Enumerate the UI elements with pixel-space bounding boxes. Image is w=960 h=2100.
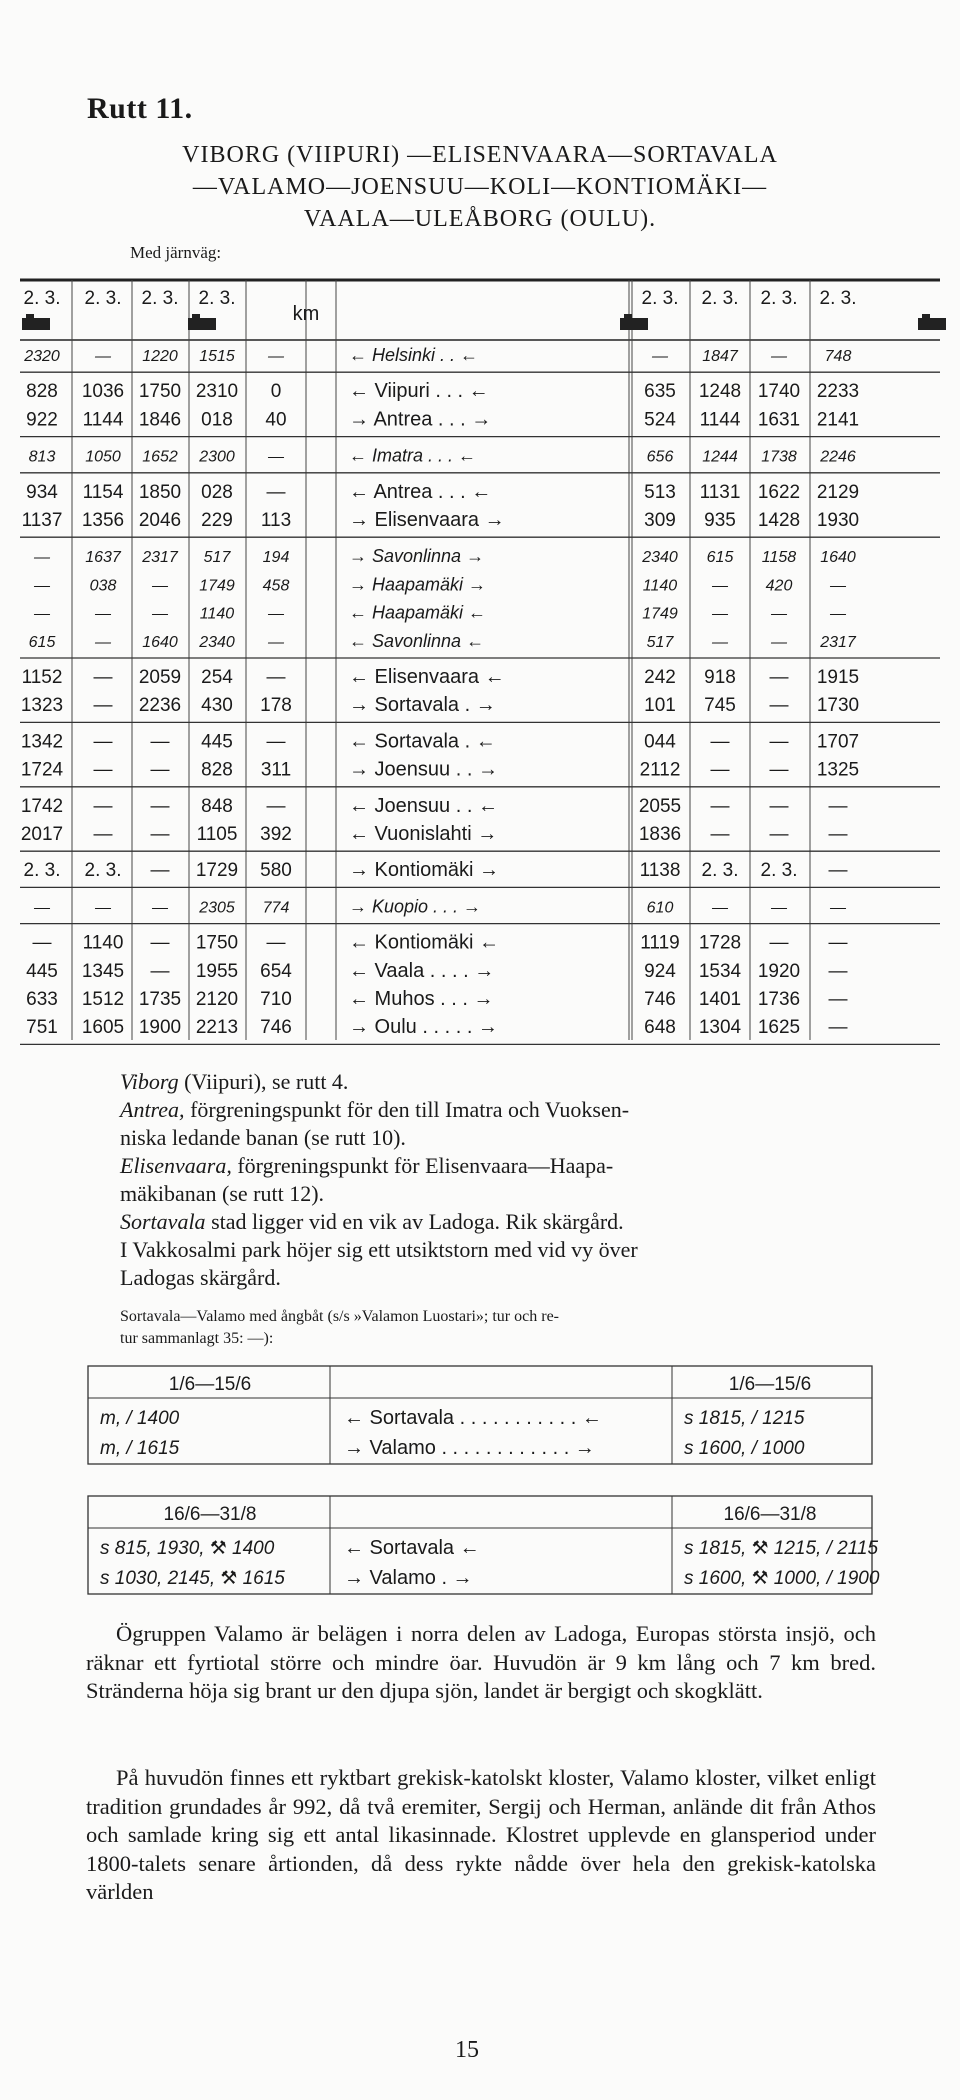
ferry-left-time: s 1030, 2145, ⚒ 1615	[100, 1568, 285, 1589]
left-time-cell: 1154	[82, 481, 124, 503]
right-time-cell: 1930	[816, 510, 860, 531]
left-time-cell: —	[266, 481, 286, 503]
right-time-cell: 2317	[820, 633, 856, 651]
left-time-cell: 2120	[195, 989, 239, 1010]
left-time-cell: —	[150, 960, 170, 982]
right-time-cell: —	[828, 932, 848, 954]
right-time-cell: —	[710, 795, 730, 817]
left-time-cell: —	[34, 577, 50, 595]
note-place: Elisenvaara,	[120, 1153, 232, 1178]
right-time-cell: 1304	[698, 1017, 742, 1039]
right-time-cell: 1707	[816, 731, 860, 753]
right-time-cell: 2233	[816, 381, 860, 403]
right-time-cell: —	[710, 824, 730, 845]
left-time-cell: —	[95, 633, 111, 651]
left-time-cell: 1345	[81, 960, 125, 982]
note-text: (Viipuri), se rutt 4.	[184, 1069, 349, 1094]
right-time-cell: —	[769, 695, 789, 717]
train-icon-cab	[922, 314, 930, 320]
station-name: → Haapamäki →	[349, 574, 487, 595]
station-name: ← Kontiomäki ←	[349, 931, 500, 954]
left-time-cell: 1152	[21, 667, 63, 688]
left-time-cell: 774	[262, 899, 290, 917]
right-time-cell: 748	[824, 348, 852, 365]
station-name: ← Savonlinna ←	[349, 630, 485, 651]
class-label: 2. 3.	[760, 288, 798, 309]
left-time-cell: —	[152, 899, 168, 917]
station-name: → Antrea . . . →	[349, 408, 492, 431]
page-number: 15	[455, 2037, 479, 2063]
left-time-cell: —	[93, 824, 113, 845]
left-time-cell: 1900	[138, 1017, 182, 1039]
left-time-cell: 2059	[138, 667, 182, 688]
left-time-cell: 038	[89, 577, 117, 595]
left-time-cell: —	[93, 731, 113, 753]
right-time-cell: 2246	[820, 448, 856, 466]
right-time-cell: —	[712, 577, 728, 595]
right-time-cell: 309	[644, 510, 676, 531]
left-time-cell: 445	[201, 731, 233, 753]
left-time-cell: 922	[26, 409, 58, 431]
ferry-station: ← Sortavala ←	[344, 1537, 480, 1559]
ferry-right-time: s 1815, / 1215	[684, 1408, 805, 1429]
right-time-cell: 1749	[642, 605, 678, 623]
station-name: → Kontiomäki →	[349, 859, 500, 882]
left-time-cell: —	[32, 932, 52, 954]
left-time-cell: —	[266, 932, 286, 954]
right-time-cell: —	[828, 860, 848, 882]
ferry-right-time: s 1815, ⚒ 1215, / 2115	[684, 1538, 879, 1559]
left-time-cell: 0	[270, 381, 282, 403]
ferry-intro-cont: tur sammanlagt 35: —):	[120, 1330, 274, 1347]
left-time-cell: —	[95, 605, 111, 623]
right-time-cell: 2112	[639, 759, 681, 781]
right-time-cell: 044	[644, 731, 676, 753]
left-time-cell: —	[266, 795, 286, 817]
note-elisenvaara	[120, 1152, 860, 1180]
station-name: ← Vaala . . . . →	[349, 959, 495, 982]
left-time-cell: 1140	[82, 932, 124, 954]
note-text: förgreningspunkt för Elisenvaara—Haapa-	[237, 1153, 614, 1178]
ferry-period-left: 16/6—31/8	[163, 1504, 257, 1525]
class-label: 2. 3.	[84, 288, 122, 309]
right-time-cell: 1138	[639, 860, 681, 882]
left-time-cell: 2300	[199, 448, 235, 466]
right-time-cell: 610	[646, 899, 674, 917]
left-time-cell: 1750	[195, 932, 239, 954]
train-icon-cab	[192, 314, 200, 320]
right-time-cell: 2340	[642, 549, 678, 567]
left-time-cell: —	[150, 932, 170, 954]
left-time-cell: 813	[28, 448, 56, 466]
left-time-cell: 751	[26, 1017, 58, 1039]
ferry-period-right: 16/6—31/8	[723, 1504, 817, 1525]
ferry-timetable-early	[0, 1360, 960, 1470]
left-time-cell: —	[93, 695, 113, 717]
right-time-cell: 1534	[698, 960, 742, 982]
right-time-cell: 918	[704, 667, 736, 688]
left-time-cell: 1640	[142, 633, 178, 651]
right-time-cell: —	[771, 899, 787, 917]
ferry-left-time: m, / 1400	[100, 1408, 180, 1429]
right-time-cell: —	[828, 1017, 848, 1039]
right-time-cell: 1836	[638, 824, 682, 845]
right-time-cell: 1248	[698, 381, 742, 403]
left-time-cell: 458	[262, 577, 290, 595]
right-time-cell: 1728	[698, 932, 742, 954]
left-time-cell: 2305	[199, 899, 235, 917]
left-time-cell: 1137	[21, 510, 63, 531]
class-label: 2. 3.	[141, 288, 179, 309]
train-icon-cab	[624, 314, 632, 320]
ferry-left-time: m, / 1615	[100, 1438, 180, 1459]
right-time-cell: 635	[644, 381, 676, 403]
class-label: 2. 3.	[198, 288, 236, 309]
note-antrea	[120, 1096, 860, 1124]
left-time-cell: —	[150, 860, 170, 882]
station-name: ← Sortavala . ←	[349, 730, 496, 753]
left-time-cell: —	[93, 667, 113, 688]
right-time-cell: 1119	[640, 932, 680, 954]
left-time-cell: 113	[260, 510, 292, 531]
right-time-cell: 1325	[816, 759, 860, 781]
station-name: ← Antrea . . . ←	[349, 480, 492, 503]
left-time-cell: 1515	[199, 348, 235, 365]
left-time-cell: —	[93, 795, 113, 817]
right-time-cell: 513	[644, 481, 676, 503]
station-name: ← Viipuri . . . ←	[349, 380, 489, 403]
left-time-cell: —	[95, 348, 111, 365]
right-time-cell: 924	[644, 960, 676, 982]
left-time-cell: 178	[260, 695, 292, 717]
left-time-cell: 2317	[142, 549, 178, 567]
left-time-cell: —	[95, 899, 111, 917]
route-title-line-1: VIBORG (VIIPURI) —ELISENVAARA—SORTAVALA	[182, 142, 778, 168]
left-time-cell: —	[34, 899, 50, 917]
station-name: ← Helsinki . . ←	[349, 345, 479, 365]
right-time-cell: —	[712, 605, 728, 623]
station-name: ← Imatra . . . ←	[349, 445, 477, 466]
right-time-cell: —	[710, 731, 730, 753]
right-time-cell: 242	[644, 667, 676, 688]
note-place: Viborg	[120, 1069, 179, 1094]
left-time-cell: —	[268, 633, 284, 651]
left-time-cell: —	[266, 731, 286, 753]
left-time-cell: 1140	[199, 605, 235, 623]
right-time-cell: 1736	[757, 989, 801, 1010]
right-time-cell: 2. 3.	[701, 860, 739, 882]
right-time-cell: 2129	[816, 481, 860, 503]
right-time-cell: 1144	[699, 409, 741, 431]
train-icon	[22, 314, 50, 330]
route-number: Rutt 11.	[87, 92, 193, 125]
left-time-cell: 445	[26, 960, 58, 982]
left-time-cell: 392	[260, 824, 292, 845]
right-time-cell: —	[828, 960, 848, 982]
right-time-cell: 1622	[757, 481, 801, 503]
ferry-station: → Valamo . . . . . . . . . . . . →	[344, 1437, 595, 1459]
left-time-cell: —	[34, 605, 50, 623]
right-time-cell: 517	[646, 633, 674, 651]
left-time-cell: 2236	[138, 695, 182, 717]
right-time-cell: —	[652, 348, 668, 365]
right-time-cell: 615	[706, 549, 734, 567]
right-time-cell: 1920	[757, 960, 801, 982]
station-name: → Sortavala . →	[349, 694, 496, 717]
left-time-cell: 028	[201, 481, 233, 503]
right-time-cell: 1140	[642, 577, 678, 595]
left-time-cell: 2046	[138, 510, 182, 531]
paragraph-valamo-monastery: På huvudön finnes ett ryktbart grekisk-katolskt kloster, Valamo kloster, vilket enligt tradition grundades år 992, då två eremiter, Sergij och Herman, anlände dit från Athos och samlade kring sig ett antal likasinnade. Klostret upplevde en glansperiod under 1800-talets senare årtionden, då dess rykte nådde över hela den grekisk-katolska världen	[86, 1765, 876, 1904]
note-vakkosalmi-cont: Ladogas skärgård.	[120, 1265, 281, 1290]
right-time-cell: 1428	[757, 510, 801, 531]
right-time-cell: —	[830, 605, 846, 623]
left-time-cell: —	[152, 605, 168, 623]
class-label: 2. 3.	[641, 288, 679, 309]
km-header: km	[292, 303, 320, 325]
paragraph-valamo-islands: Ögruppen Valamo är belägen i norra delen av Ladoga, Europas största insjö, och räknar ett fyrtiotal större och mindre öar. Huvudön är 9 km lång och 7 km bred. Stränderna höja sig brant ur den djupa sjön, landet är bergigt och skogklätt.	[86, 1621, 876, 1703]
left-time-cell: 1144	[82, 409, 124, 431]
right-time-cell: 746	[644, 989, 676, 1010]
left-time-cell: 1742	[20, 795, 64, 817]
left-time-cell: 2017	[20, 824, 64, 845]
left-time-cell: 1220	[142, 348, 178, 365]
left-time-cell: 633	[26, 989, 58, 1010]
right-time-cell: 1730	[816, 695, 860, 717]
ferry-period-right: 1/6—15/6	[728, 1374, 812, 1395]
right-time-cell: 2141	[816, 409, 860, 431]
right-time-cell: 101	[644, 695, 676, 717]
note-text: förgreningspunkt för den till Imatra och Vuoksen-	[190, 1097, 630, 1122]
right-time-cell: —	[830, 577, 846, 595]
left-time-cell: —	[268, 348, 284, 365]
train-icon	[620, 314, 648, 330]
left-time-cell: 1342	[20, 731, 64, 753]
train-icon	[188, 314, 216, 330]
left-time-cell: 2213	[195, 1017, 239, 1039]
rail-subtitle: Med järnväg:	[130, 243, 222, 262]
station-name: → Oulu . . . . . →	[349, 1016, 498, 1039]
left-time-cell: 848	[201, 795, 233, 817]
left-time-cell: —	[266, 667, 286, 688]
left-time-cell: 1850	[138, 481, 182, 503]
right-time-cell: 745	[704, 695, 736, 717]
left-time-cell: —	[150, 759, 170, 781]
right-time-cell: 1738	[761, 448, 797, 466]
note-place: Sortavala	[120, 1209, 206, 1234]
right-time-cell: 1131	[699, 481, 741, 503]
left-time-cell: 018	[201, 409, 233, 431]
left-time-cell: 828	[201, 759, 233, 781]
right-time-cell: 656	[646, 448, 674, 466]
right-time-cell: 1631	[757, 409, 801, 431]
left-time-cell: 746	[260, 1017, 292, 1039]
route-title-line-2: —VALAMO—JOENSUU—KOLI—KONTIOMÄKI—	[192, 174, 768, 200]
right-time-cell: —	[712, 899, 728, 917]
left-time-cell: —	[150, 824, 170, 845]
left-time-cell: 2310	[195, 381, 239, 403]
ferry-right-time: s 1600, ⚒ 1000, / 1900	[684, 1568, 880, 1589]
right-time-cell: 1401	[698, 989, 742, 1010]
left-time-cell: 229	[201, 510, 233, 531]
left-time-cell: 311	[260, 759, 292, 781]
left-time-cell: 2320	[24, 348, 60, 365]
left-time-cell: 517	[203, 549, 231, 567]
right-time-cell: —	[769, 824, 789, 845]
right-time-cell: —	[712, 633, 728, 651]
train-timetable	[0, 270, 960, 1050]
left-time-cell: 254	[201, 667, 233, 688]
left-time-cell: 194	[262, 549, 290, 567]
left-time-cell: 934	[26, 481, 58, 503]
class-label: 2. 3.	[23, 288, 61, 309]
left-time-cell: 1050	[85, 448, 121, 466]
station-name: → Joensuu . . →	[349, 758, 498, 781]
right-time-cell: —	[828, 795, 848, 817]
right-time-cell: 420	[765, 577, 793, 595]
note-antrea-cont: niska ledande banan (se rutt 10).	[120, 1125, 406, 1150]
right-time-cell: —	[771, 633, 787, 651]
left-time-cell: 1105	[196, 824, 238, 845]
station-name: ← Vuonislahti →	[349, 823, 498, 845]
ferry-left-time: s 815, 1930, ⚒ 1400	[100, 1538, 275, 1559]
left-time-cell: 1749	[199, 577, 235, 595]
right-time-cell: 1640	[820, 549, 856, 567]
train-icon	[918, 314, 946, 330]
note-sortavala	[120, 1208, 860, 1236]
left-time-cell: 1955	[195, 960, 239, 982]
left-time-cell: 828	[26, 381, 58, 403]
ferry-period-left: 1/6—15/6	[168, 1374, 252, 1395]
left-time-cell: 654	[260, 960, 292, 982]
station-name: ← Haapamäki ←	[349, 602, 487, 623]
right-time-cell: —	[771, 605, 787, 623]
station-name: → Elisenvaara →	[349, 509, 505, 531]
right-time-cell: —	[710, 759, 730, 781]
station-name: → Savonlinna →	[349, 546, 485, 567]
left-time-cell: —	[152, 577, 168, 595]
right-time-cell: —	[769, 795, 789, 817]
left-time-cell: 1637	[85, 549, 121, 567]
ferry-station: ← Sortavala . . . . . . . . . . . ←	[344, 1407, 602, 1429]
right-time-cell: 1740	[757, 381, 801, 403]
left-time-cell: 1036	[81, 381, 125, 403]
note-vakkosalmi: I Vakkosalmi park höjer sig ett utsiktstorn med vid vy över	[120, 1237, 638, 1262]
class-label: 2. 3.	[819, 288, 857, 309]
left-time-cell: —	[268, 605, 284, 623]
right-time-cell: 524	[644, 409, 676, 431]
left-time-cell: 1605	[81, 1017, 125, 1039]
right-time-cell: 1158	[761, 549, 797, 567]
station-name: ← Elisenvaara ←	[349, 666, 505, 688]
right-time-cell: —	[828, 989, 848, 1010]
station-name: ← Muhos . . . →	[349, 988, 494, 1010]
class-label: 2. 3.	[701, 288, 739, 309]
left-time-cell: 2. 3.	[23, 860, 61, 882]
left-time-cell: 1512	[81, 989, 125, 1010]
station-name: → Kuopio . . . →	[349, 896, 482, 917]
left-time-cell: 1724	[20, 759, 64, 781]
right-time-cell: —	[769, 667, 789, 688]
note-text: stad ligger vid en vik av Ladoga. Rik skärgård.	[211, 1209, 624, 1234]
right-time-cell: 935	[704, 510, 736, 531]
left-time-cell: 1750	[138, 381, 182, 403]
left-time-cell: 1652	[142, 448, 178, 466]
left-time-cell: 580	[260, 860, 292, 882]
right-time-cell: —	[828, 824, 848, 845]
station-name: ← Joensuu . . ←	[349, 794, 498, 817]
note-viborg	[120, 1068, 860, 1096]
right-time-cell: —	[771, 348, 787, 365]
left-time-cell: —	[34, 549, 50, 567]
right-time-cell: —	[830, 899, 846, 917]
right-time-cell: 1244	[702, 448, 738, 466]
right-time-cell: 2. 3.	[760, 860, 798, 882]
route-title-line-3: VAALA—ULEÅBORG (OULU).	[303, 206, 657, 232]
right-time-cell: 1625	[757, 1017, 801, 1039]
left-time-cell: 1846	[138, 409, 182, 431]
left-time-cell: 710	[260, 989, 292, 1010]
note-place: Antrea,	[120, 1097, 185, 1122]
left-time-cell: 1356	[81, 510, 125, 531]
ferry-station: → Valamo . →	[344, 1567, 473, 1589]
left-time-cell: 1735	[138, 989, 182, 1010]
right-time-cell: —	[769, 932, 789, 954]
right-time-cell: —	[769, 759, 789, 781]
right-time-cell: —	[769, 731, 789, 753]
ferry-intro: Sortavala—Valamo med ångbåt (s/s »Valamon Luostari»; tur och re-	[120, 1308, 559, 1325]
left-time-cell: —	[150, 795, 170, 817]
note-elisenvaara-cont: mäkibanan (se rutt 12).	[120, 1181, 325, 1206]
left-time-cell: 615	[28, 633, 56, 651]
left-time-cell: 2. 3.	[84, 860, 122, 882]
ferry-right-time: s 1600, / 1000	[684, 1438, 805, 1459]
left-time-cell: 2340	[199, 633, 235, 651]
left-time-cell: 1323	[20, 695, 64, 717]
right-time-cell: 2055	[638, 795, 682, 817]
left-time-cell: —	[150, 731, 170, 753]
left-time-cell: —	[93, 759, 113, 781]
right-time-cell: 648	[644, 1017, 676, 1039]
left-time-cell: 40	[265, 409, 287, 431]
right-time-cell: 1847	[702, 348, 738, 365]
ferry-timetable-summer	[0, 1490, 960, 1600]
left-time-cell: 1729	[195, 860, 239, 882]
left-time-cell: —	[268, 448, 284, 466]
left-time-cell: 430	[201, 695, 233, 717]
right-time-cell: 1915	[816, 667, 860, 688]
train-icon-cab	[26, 314, 34, 320]
